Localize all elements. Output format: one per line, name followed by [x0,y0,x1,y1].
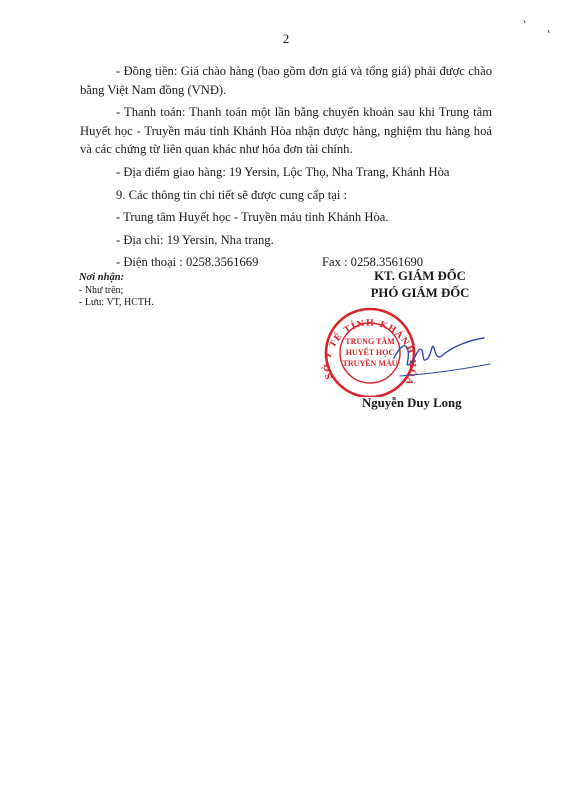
seal-center-line2: HUYẾT HỌC [345,348,395,357]
signature-title-line1: KT. GIÁM ĐỐC [374,269,466,283]
seal-ring-text: SỞ Y TẾ TỈNH KHÁNH HÒA [321,317,419,388]
recipient-item: - Lưu: VT, HCTH. [79,297,154,308]
recipient-item: - Như trên; [79,284,124,296]
fax-text: Fax : 0258.3561690 [322,255,424,270]
document-body [80,62,492,276]
payment-paragraph: - Thanh toán: Thanh toán một lần bằng chuyển khoản sau khi Trung tâm Huyết học - Truyền máu tỉnh Khánh Hòa nhận được hàng, nghiệm thu hàng hoá và các chứng từ liên quan khác như hóa đơn tài chính. [80,105,492,157]
seal-center-line1: TRUNG TÂM [345,337,395,346]
currency-paragraph: - Đồng tiền: Giá chào hàng (bao gồm đơn giá và tổng giá) phải được chào bằng Việt Nam đồng (VNĐ). [80,64,492,97]
signer-name: Nguyễn Duy Long [362,396,462,410]
section-9-heading: 9. Các thông tin chi tiết sẽ được cung cấp tại : [116,187,348,202]
recipients-block [79,272,154,310]
phone-text: - Điện thoại : 0258.3561669 [116,255,259,270]
address-line: - Địa chỉ: 19 Yersin, Nha trang. [116,232,274,247]
signature-title-line2: PHÓ GIÁM ĐỐC [370,285,470,300]
signature-title-block [330,268,510,301]
handwritten-signature [388,320,498,390]
scan-marks [520,16,560,38]
seal-center-line3: TRUYỀN MÁU [342,359,398,368]
delivery-paragraph: - Địa điểm giao hàng: 19 Yersin, Lộc Thọ, Nha Trang, Khánh Hòa [116,164,450,179]
page-number: 2 [282,31,290,46]
center-name-line: - Trung tâm Huyết học - Truyền máu tỉnh Khánh Hòa. [116,210,389,225]
recipients-title: Nơi nhận: [79,272,125,283]
